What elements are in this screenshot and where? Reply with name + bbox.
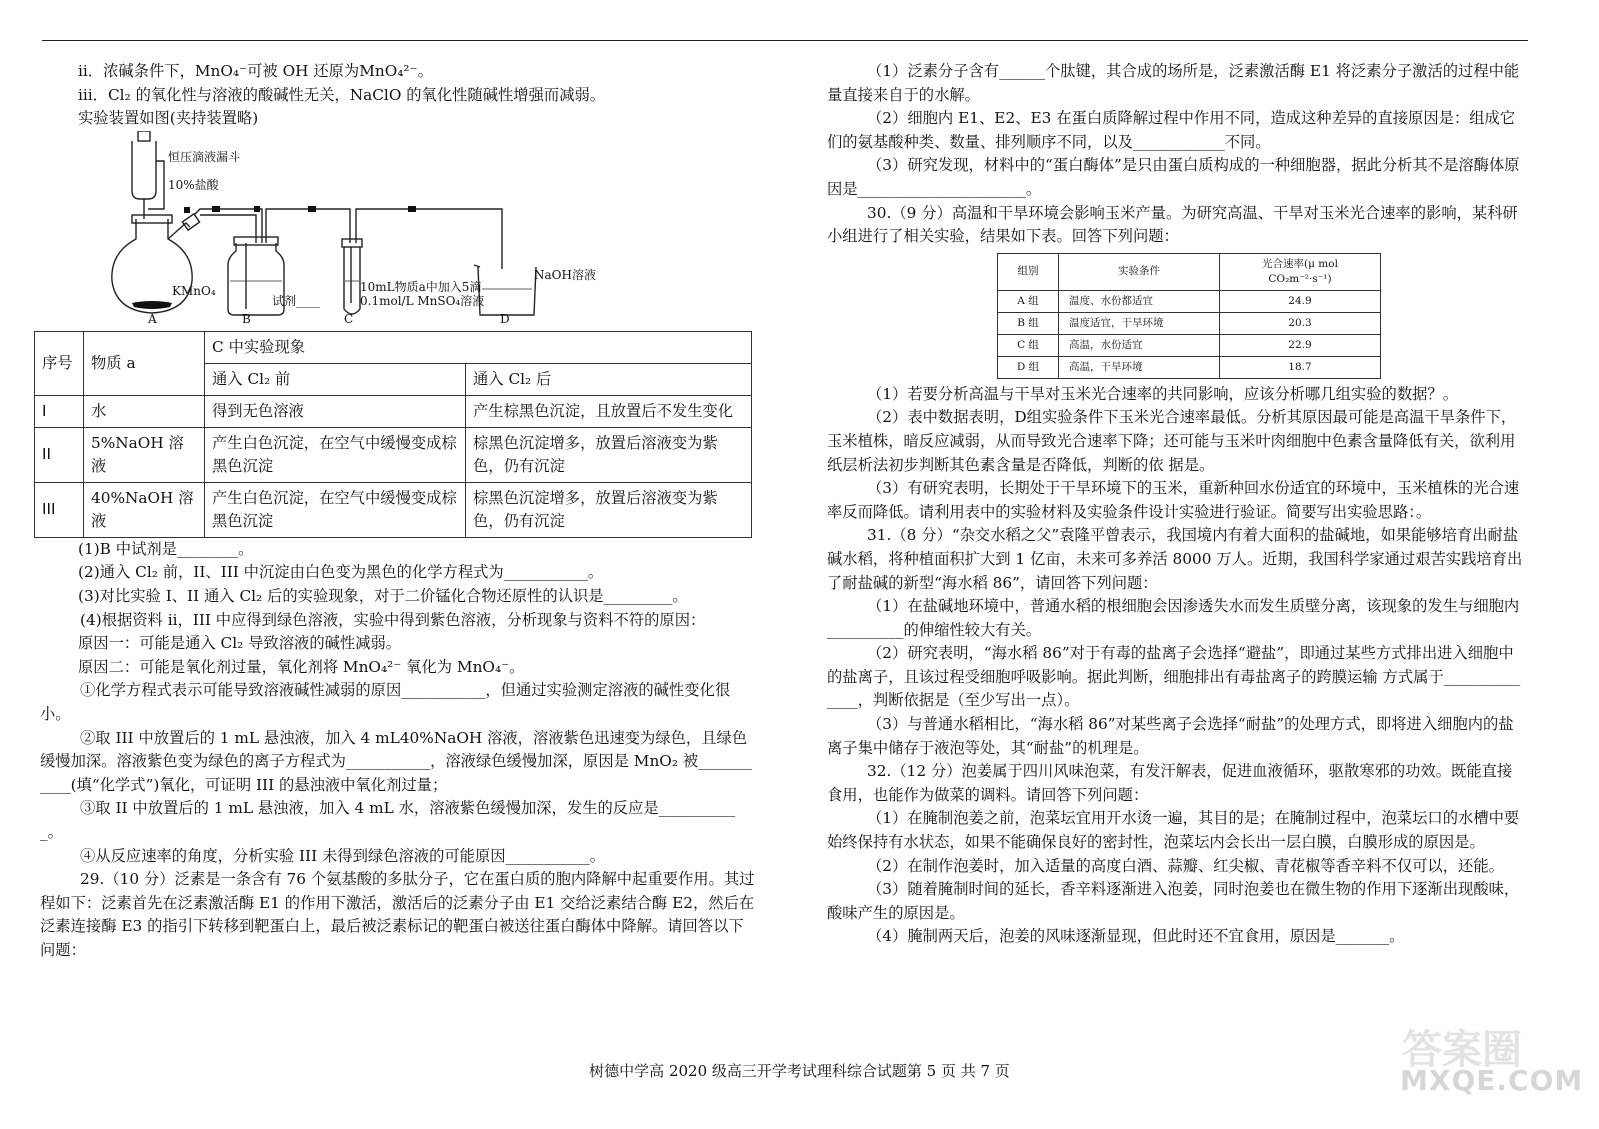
reason-1: 原因一：可能是通入 Cl₂ 导致溶液的碱性减弱。: [78, 634, 402, 653]
question-3: (3)对比实验 I、II 通入 Cl₂ 后的实验现象，对于二价锰化合物还原性的认识是_________。: [78, 586, 688, 605]
header-seq: 序号: [35, 331, 84, 395]
header-group: 组别: [998, 253, 1059, 290]
page-footer: 树德中学高 2020 级高三开学考试理科综合试题第 5 页 共 7 页: [589, 1062, 1010, 1080]
question-29: 29.（10 分）泛素是一条含有 76 个氨基酸的多肽分子，它在蛋白质的胞内降解中起重要作用。其过程如下：泛素首先在泛素激活酶 E1 的作用下激活，激活后的泛素分子由 E1 交给泛素结合酶 E2，然后在泛素连接酶 E3 的指引下转移到靶蛋白上，最后被泛素标记的靶蛋白被送往蛋白酶体中降解。请回答以下问题：: [40, 870, 755, 959]
cell-before: 得到无色溶液: [205, 395, 466, 427]
label-B: B: [242, 311, 251, 326]
label-C: C: [344, 311, 354, 326]
table-row: [998, 312, 1381, 334]
cell-rate: 24.9: [1220, 290, 1381, 312]
cell-group: C 组: [998, 334, 1059, 356]
question-2: (2)通入 Cl₂ 前，II、III 中沉淀由白色变为黑色的化学方程式为___________。: [78, 563, 604, 582]
cell-condition: 温度、水份都适宜: [1059, 290, 1220, 312]
cell-group: B 组: [998, 312, 1059, 334]
apparatus-caption: 实验装置如图(夹持装置略): [78, 109, 259, 128]
cell-after: 棕黑色沉淀增多，放置后溶液变为紫色，仍有沉淀: [466, 482, 752, 537]
cell-substance: 水: [84, 395, 205, 427]
top-rule: [42, 40, 1528, 41]
sub-question-1: ①化学方程式表示可能导致溶液碱性减弱的原因___________，但通过实验测定溶液的碱性变化很小。: [40, 681, 731, 723]
q29-part-1: （1）泛素分子含有______个肽键，其合成的场所是，泛素激活酶 E1 将泛素分子激活的过程中能量直接来自于的水解。: [827, 62, 1520, 104]
label-kmno4: KMnO₄: [172, 283, 216, 298]
cell-seq: I: [35, 395, 84, 427]
cell-before: 产生白色沉淀，在空气中缓慢变成棕黑色沉淀: [205, 482, 466, 537]
cell-condition: 温度适宜，干旱环境: [1059, 312, 1220, 334]
label-acid: 10%盐酸: [168, 177, 219, 192]
header-c-phenomenon: C 中实验现象: [205, 331, 752, 363]
q32-part-4: （4）腌制两天后，泡姜的风味逐渐显现，但此时还不宜食用，原因是_______。: [867, 927, 1405, 946]
label-A: A: [148, 311, 157, 326]
question-4: (4)根据资料 ii，III 中应得到绿色溶液，实验中得到紫色溶液，分析现象与资料不符的原因：: [80, 610, 706, 629]
table-row: [35, 427, 752, 482]
cell-group: A 组: [998, 290, 1059, 312]
q29-part-2: （2）细胞内 E1、E2、E3 在蛋白质降解过程中作用不同，造成这种差异的直接原因是：组成它们的氨基酸种类、数量、排列顺序不同，以及____________不同。: [827, 109, 1516, 151]
info-line-ii: ii．浓碱条件下，MnO₄⁻可被 OH 还原为MnO₄²⁻。: [78, 62, 433, 80]
q32-part-2: （2）在制作泡姜时，加入适量的高度白酒、蒜瓣、红尖椒、青花椒等香辛料不仅可以，还能。: [867, 856, 1504, 875]
sub-question-2: ②取 III 中放置后的 1 mL 悬浊液，加入 4 mL40%NaOH 溶液，溶液紫色迅速变为绿色，且绿色缓慢加深。溶液紫色变为绿色的离子方程式为___________，溶液绿色缓慢加深，原因是 MnO₂ 被___________(填“化学式”)氧化，可证明 III 的悬浊液中氧化剂过量；: [40, 728, 752, 794]
label-funnel: 恒压滴液漏斗: [168, 149, 241, 164]
cell-rate: 22.9: [1220, 334, 1381, 356]
watermark-text: MXQE.COM: [1400, 1064, 1584, 1097]
q32-part-1: （1）在腌制泡姜之前，泡菜坛宜用开水烫一遍，其目的是；在腌制过程中，泡菜坛口的水槽中要始终保持有水状态，如果不能确保良好的密封性，泡菜坛内会长出一层白膜，白膜形成的原因是。: [827, 809, 1520, 852]
cell-condition: 高温，干旱环境: [1059, 356, 1220, 378]
header-after: 通入 Cl₂ 后: [466, 363, 752, 395]
left-column: [40, 60, 758, 962]
photosynthesis-table: [997, 253, 1381, 379]
q30-part-3: （3）有研究表明，长期处于干旱环境下的玉米，重新种回水份适宜的环境中，玉米植株的光合速率反而降低。请利用表中的实验材料及实验条件设计实验进行验证。简要写出实验思路：。: [827, 479, 1520, 521]
reason-2: 原因二：可能是氧化剂过量，氧化剂将 MnO₄²⁻ 氧化为 MnO₄⁻。: [78, 657, 525, 676]
cell-group: D 组: [998, 356, 1059, 378]
watermark-emblem-icon: 答案圈: [1402, 1027, 1522, 1073]
apparatus-diagram: [40, 131, 758, 331]
label-D: D: [500, 311, 510, 326]
cell-after: 棕黑色沉淀增多，放置后溶液变为紫色，仍有沉淀: [466, 427, 752, 482]
q30-part-1: （1）若要分析高温与干旱对玉米光合速率的共同影响，应该分析哪几组实验的数据？。: [867, 384, 1459, 403]
cell-substance: 40%NaOH 溶液: [84, 482, 205, 537]
right-column: [827, 60, 1525, 949]
cell-seq: II: [35, 427, 84, 482]
watermark-logo: [1382, 1016, 1584, 1106]
header-rate: 光合速率(μ mol CO₂m⁻²·s⁻¹): [1220, 253, 1381, 290]
label-reagent: 试剂____: [272, 293, 321, 308]
cell-seq: III: [35, 482, 84, 537]
experiment-table: [34, 331, 752, 538]
header-before: 通入 Cl₂ 前: [205, 363, 466, 395]
cell-rate: 20.3: [1220, 312, 1381, 334]
question-32: 32.（12 分）泡姜属于四川风味泡菜，有发汗解表，促进血液循环，驱散寒邪的功效。既能直接食用，也能作为做菜的调料。请回答下列问题：: [827, 762, 1513, 804]
table-row: [998, 290, 1381, 312]
q31-part-3: （3）与普通水稻相比，“海水稻 86”对某些离子会选择“耐盐”的处理方式，即将进入细胞内的盐离子集中储存于液泡等处，其“耐盐”的机理是。: [827, 715, 1514, 757]
label-c-line2: 0.1mol/L MnSO₄溶液: [360, 293, 485, 308]
q30-part-2: （2）表中数据表明，D组实验条件下玉米光合速率最低。分析其原因最可能是高温干旱条件下，玉米植株，暗反应减弱，从而导致光合速率下降；还可能与玉米叶肉细胞中色素含量降低有关，欲利用纸层析法初步判断其色素含量是否降低，判断的依 据是。: [827, 408, 1517, 474]
table-row: [998, 356, 1381, 378]
question-31: 31.（8 分）“杂交水稻之父”袁隆平曾表示，我国境内有着大面积的盐碱地，如果能够培育出耐盐碱水稻，将种植面积扩大到 1 亿亩，未来可多养活 8000 万人。近期，我国科学家通过艰苦实践培育出了耐盐碱的新型“海水稻 86”，请回答下列问题：: [827, 526, 1523, 592]
cell-condition: 高温，水份适宜: [1059, 334, 1220, 356]
info-line-iii: iii．Cl₂ 的氧化性与溶液的酸碱性无关，NaClO 的氧化性随碱性增强而减弱。: [78, 85, 606, 104]
table-row: [35, 395, 752, 427]
question-1: (1)B 中试剂是________。: [78, 539, 254, 558]
question-30: 30.（9 分）高温和干旱环境会影响玉米产量。为研究高温、干旱对玉米光合速率的影响，某科研小组进行了相关实验，结果如下表。回答下列问题：: [827, 203, 1518, 246]
cell-before: 产生白色沉淀，在空气中缓慢变成棕黑色沉淀: [205, 427, 466, 482]
q31-part-1: （1）在盐碱地环境中，普通水稻的根细胞会因渗透失水而发生质壁分离，该现象的发生与细胞内__________的伸缩性较大有关。: [827, 597, 1520, 639]
cell-substance: 5%NaOH 溶液: [84, 427, 205, 482]
table-row: [998, 334, 1381, 356]
q31-part-2: （2）研究表明，“海水稻 86”对于有毒的盐离子会选择“避盐”，即通过某些方式排出进入细胞中的盐离子，且该过程受细胞呼吸影响。据此判断，细胞排出有毒盐离子的跨膜运输 方式属于______________，判断依据是（至少写出一点）。: [827, 644, 1521, 710]
sub-question-4: ④从反应速率的角度，分析实验 III 未得到绿色溶液的可能原因___________。: [80, 846, 606, 865]
q32-part-3: （3）随着腌制时间的延长，香辛料逐渐进入泡姜，同时泡姜也在微生物的作用下逐渐出现酸味，酸味产生的原因是。: [827, 880, 1520, 922]
sub-question-3: ③取 II 中放置后的 1 mL 悬浊液，加入 4 mL 水，溶液紫色缓慢加深，发生的反应是___________。: [40, 799, 736, 841]
table-row: [35, 482, 752, 537]
header-substance: 物质 a: [84, 331, 205, 395]
label-naoh: NaOH溶液: [534, 267, 596, 282]
cell-after: 产生棕黑色沉淀，且放置后不发生变化: [466, 395, 752, 427]
label-c-line1: 10mL物质a中加入5滴: [360, 279, 482, 294]
header-condition: 实验条件: [1059, 253, 1220, 290]
cell-rate: 18.7: [1220, 356, 1381, 378]
q29-part-3: （3）研究发现，材料中的“蛋白酶体”是只由蛋白质构成的一种细胞器，据此分析其不是溶酶体原因是______________________。: [827, 156, 1520, 198]
